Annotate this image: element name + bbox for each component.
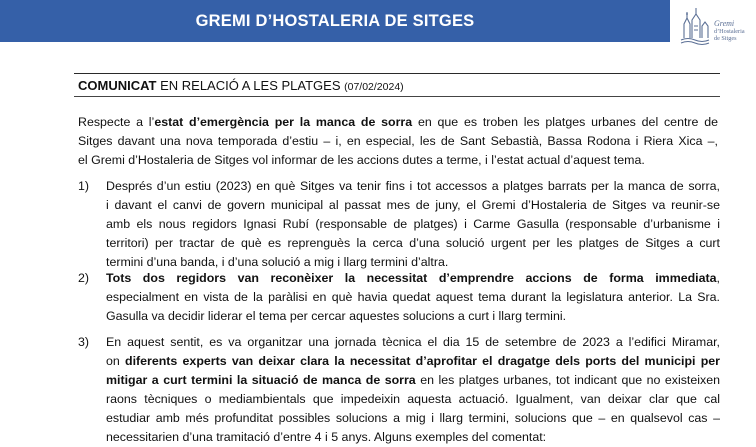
text-run: estudiar amb més profunditat possibles solucions a mig i llarg termini, solucions que – en qualsevol cas – [106,411,720,425]
text-run: en les platges urbanes, tot indicant que no existeixen [415,373,720,387]
bold-text: diferents experts van deixar clara la necessitat d’aprofitar el dragatge dels ports del municipi per [125,354,720,368]
text-line [78,132,718,151]
text-line [106,288,720,307]
text-run: en que es troben les platges urbanes del centre de [412,115,718,129]
list-item-body [106,269,720,326]
bold-text: mitigar a curt termini la situació de manca de sorra [106,373,416,387]
text-line [78,113,718,132]
page-title [78,78,404,93]
list-item-number: 3) [78,335,90,349]
text-line [106,269,720,288]
bold-text: Tots dos regidors van reconèixer la necessitat d’emprendre accions de forma immediata [106,271,717,285]
text-run: amb els nous regidors Ignasi Rubí (responsable de platges) i Carme Gasulla (responsable d’urbanisme i [106,217,720,231]
text-run: En aquest sentit, es va organitzar una jornada tècnica el dia 15 de setembre de 2023 a l’edifici Miramar, [106,335,720,349]
logo-text-line-3: de Sitges [714,35,737,42]
text-run: especialment en vista de la paràlisi en què havia quedat aquest tema durant la legislatura anterior. La Sra. [106,290,720,304]
text-line [106,352,720,371]
heading-bold: COMUNICAT [78,78,157,93]
list-item-number: 2) [78,271,90,285]
text-run: territori) per tractar de què es reprenguès la cerca d’una solució urgent per les platges de Sitges a curt [106,236,720,250]
list-item-body [106,333,720,447]
text-line [106,333,720,352]
bold-text: estat d’emergència per la manca de sorra [154,115,413,129]
list-item-body [106,177,720,272]
heading-underline [74,96,720,97]
text-run: Respecte a l’ [78,115,155,129]
text-line [106,409,720,428]
text-run: Gasulla va decidir liderar el tema per cercar aquestes solucions a curt i llarg termini. [106,309,567,323]
text-run: i davant el canvi de govern municipal al passat mes de juny, el Gremi d’Hostaleria de Sitges va reunir-se [106,198,720,212]
text-line [106,428,720,447]
text-line [106,234,720,253]
text-line [106,371,720,390]
logo-text-line-1: Gremi [714,19,735,28]
header-title: GREMI D’HOSTALERIA DE SITGES [195,11,475,30]
text-run: el Gremi d’Hostaleria de Sitges vol informar de les accions dutes a terme, i l’estat actual d’aquest tema. [78,153,645,167]
text-run: termini d’una banda, i d’una solució a mig i llarg termini d’altra. [106,255,449,269]
header-bar [0,0,670,42]
text-line [106,390,720,409]
text-run: , [716,271,720,285]
text-line [106,307,720,326]
text-line [106,196,720,215]
text-run: Després d’un estiu (2023) en què Sitges va tenir fins i tot accessos a platges barrats per la manca de sorra, [106,179,720,193]
heading-date: (07/02/2024) [344,81,404,93]
text-run: on [106,354,125,368]
text-run: raons tècniques o mediambientals que impedeixin aquesta actuació. Igualment, van deixar clar que cal [106,392,720,406]
intro-paragraph [78,113,718,170]
list-item-number: 1) [78,179,90,193]
text-run: necessitarien d’una tramitació d’entre 4 i 5 anys. Alguns exemples del comentat: [106,430,547,444]
text-line [78,151,718,170]
text-run: Sitges davant una nova temporada d’estiu – i, en especial, les de Sant Sebastià, Bassa Rodona i Riera Xica –, [78,134,718,148]
top-rule [74,73,720,74]
text-line [106,215,720,234]
heading-rest: EN RELACIÓ A LES PLATGES [156,78,341,93]
logo-text-line-2: d’Hostaleria [714,28,745,35]
text-line [106,177,720,196]
